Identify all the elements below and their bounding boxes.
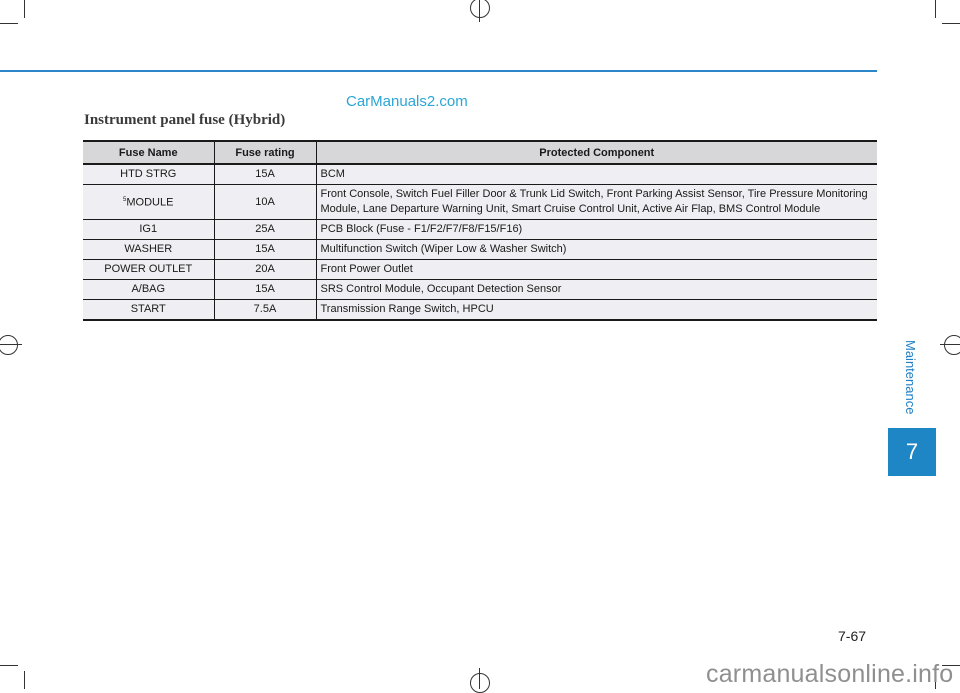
fuse-rating: 20A	[214, 260, 316, 280]
registration-mark	[0, 335, 18, 355]
header-rule	[0, 70, 877, 72]
table-row	[83, 185, 877, 220]
fuse-rating: 15A	[214, 164, 316, 185]
crop-mark	[0, 665, 18, 666]
protected-component: Transmission Range Switch, HPCU	[316, 300, 877, 321]
registration-mark	[470, 0, 490, 18]
fuse-table	[83, 140, 877, 321]
fuse-rating: 7.5A	[214, 300, 316, 321]
fuse-rating: 15A	[214, 240, 316, 260]
table-row	[83, 240, 877, 260]
page-number: 7-67	[838, 628, 867, 644]
crop-mark	[24, 0, 25, 18]
chapter-tab: 7	[888, 428, 936, 476]
protected-component: Front Console, Switch Fuel Filler Door & Trunk Lid Switch, Front Parking Assist Sensor, Tire Pressure Monitoring Module, Lane Departure Warning Unit, Smart Cruise Control Unit, Active Air Flap, BMS Control Module	[316, 185, 877, 220]
registration-mark	[940, 344, 960, 345]
table-row	[83, 280, 877, 300]
registration-mark	[0, 344, 22, 345]
protected-component: BCM	[316, 164, 877, 185]
col-header-protected-component: Protected Component	[316, 141, 877, 164]
registration-mark	[479, 668, 480, 689]
fuse-rating: 15A	[214, 280, 316, 300]
table-header-row	[83, 141, 877, 164]
fuse-name-superscript: 5	[123, 197, 127, 204]
fuse-name: START	[83, 300, 214, 321]
fuse-name: HTD STRG	[83, 164, 214, 185]
registration-mark	[470, 673, 490, 693]
section-title: Instrument panel fuse (Hybrid)	[84, 112, 286, 128]
section-side-label: Maintenance	[903, 340, 918, 415]
fuse-name: POWER OUTLET	[83, 260, 214, 280]
table-row	[83, 164, 877, 185]
registration-mark	[944, 335, 960, 355]
crop-mark	[942, 23, 960, 24]
fuse-rating: 10A	[214, 185, 316, 220]
crop-mark	[935, 0, 936, 18]
protected-component: Front Power Outlet	[316, 260, 877, 280]
fuse-name-text: MODULE	[126, 196, 174, 209]
fuse-rating: 25A	[214, 220, 316, 240]
col-header-fuse-name: Fuse Name	[83, 141, 214, 164]
protected-component: SRS Control Module, Occupant Detection Sensor	[316, 280, 877, 300]
fuse-name	[83, 185, 214, 220]
watermark-bottom[interactable]: carmanualsonline.info	[706, 660, 954, 688]
fuse-name: IG1	[83, 220, 214, 240]
registration-mark	[479, 0, 480, 22]
table-row	[83, 300, 877, 321]
col-header-fuse-rating: Fuse rating	[214, 141, 316, 164]
protected-component: PCB Block (Fuse - F1/F2/F7/F8/F15/F16)	[316, 220, 877, 240]
protected-component: Multifunction Switch (Wiper Low & Washer Switch)	[316, 240, 877, 260]
crop-mark	[0, 23, 18, 24]
table-row	[83, 220, 877, 240]
fuse-name: WASHER	[83, 240, 214, 260]
watermark-top[interactable]: CarManuals2.com	[346, 93, 468, 110]
fuse-name: A/BAG	[83, 280, 214, 300]
table-row	[83, 260, 877, 280]
crop-mark	[24, 671, 25, 689]
